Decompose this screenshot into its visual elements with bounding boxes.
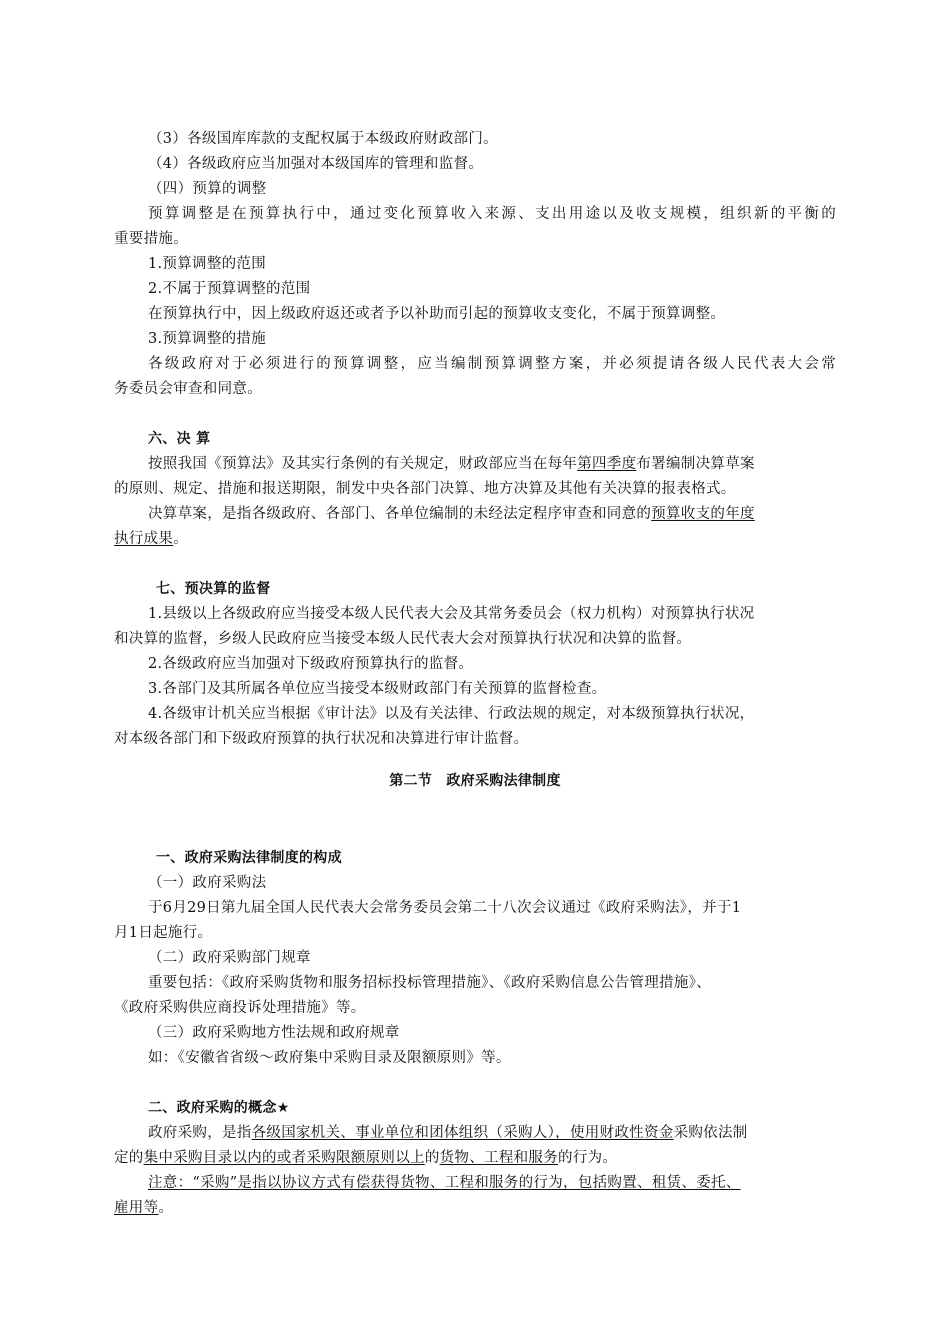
text-line: （4）各级政府应当加强对本级国库的管理和监督。 [148, 156, 484, 172]
text-line: 如：《安徽省省级～政府集中采购目录及限额原则》等。 [148, 1050, 511, 1066]
underlined-text: 各级国家机关、事业单位和团体组织（采购人），使用财政性资金 [251, 1125, 674, 1141]
text-span: 的行为。 [558, 1150, 618, 1166]
text-line [114, 1198, 173, 1218]
text-line: 务委员会审查和同意。 [114, 381, 262, 397]
text-line: 于6月29日第九届全国人民代表大会常务委员会第二十八次会议通过《政府采购法》，并于1 [148, 900, 742, 916]
text-span: 。 [173, 531, 189, 547]
text-line: 重要措施。 [114, 231, 188, 247]
text-line: 月1日起施行。 [114, 925, 213, 941]
text-line: 3.各部门及其所属各单位应当接受本级财政部门有关预算的监督检查。 [148, 681, 607, 697]
underlined-text: 雇用等 [114, 1200, 159, 1216]
text-line: 2.不属于预算调整的范围 [148, 281, 311, 297]
underlined-text: 预算收支的年度 [651, 506, 755, 522]
text-span: 。 [158, 1200, 174, 1216]
text-line [148, 454, 755, 474]
text-line: 4.各级审计机关应当根据《审计法》以及有关法律、行政法规的规定，对本级预算执行状况， [148, 706, 755, 722]
text-span: 决算草案，是指各级政府、各部门、各单位编制的未经法定程序审查和同意的 [148, 506, 652, 522]
text-line: 对本级各部门和下级政府预算的执行状况和决算进行审计监督。 [114, 731, 529, 747]
underlined-text: 执行成果 [114, 531, 174, 547]
text-line [114, 1148, 617, 1168]
text-span: 定的 [114, 1150, 144, 1166]
text-line: 3.预算调整的措施 [148, 331, 267, 347]
underlined-text: 注意：“采购”是指以协议方式有偿获得货物、工程和服务的行为，包括购置、租赁、委托、 [148, 1175, 741, 1191]
underlined-text: 第四季度 [577, 456, 637, 472]
underlined-text: 集中采购目录以内的或者采购限额原则以上 [143, 1150, 425, 1166]
text-line: 《政府采购供应商投诉处理措施》等。 [114, 1000, 366, 1016]
text-line: 重要包括：《政府采购货物和服务招标投标管理措施》、《政府采购信息公告管理措施》、 [148, 975, 711, 991]
text-line: 1.县级以上各级政府应当接受本级人民代表大会及其常务委员会（权力机构）对预算执行状况 [148, 606, 755, 622]
text-line [148, 1173, 741, 1193]
text-line: 各级政府对于必须进行的预算调整，应当编制预算调整方案，并必须提请各级人民代表大会常 [148, 356, 836, 372]
text-line: 1.预算调整的范围 [148, 256, 267, 272]
text-line: （3）各级国库库款的支配权属于本级政府财政部门。 [148, 131, 498, 147]
heading-concept: 二、政府采购的概念★ [148, 1100, 290, 1116]
text-span: 的 [424, 1150, 440, 1166]
underlined-text: 货物、工程和服务 [439, 1150, 559, 1166]
heading-final-accounts: 六、决 算 [148, 431, 211, 447]
text-line [148, 504, 755, 524]
text-span: 采购依法制 [673, 1125, 748, 1141]
text-line: 预算调整是在预算执行中，通过变化预算收入来源、支出用途以及收支规模，组织新的平衡的 [148, 206, 836, 222]
heading-composition: 一、政府采购法律制度的构成 [156, 850, 342, 866]
text-line: 在预算执行中，因上级政府返还或者予以补助而引起的预算收支变化，不属于预算调整。 [148, 306, 726, 322]
text-span: 布署编制决算草案 [636, 456, 755, 472]
text-line [148, 1123, 748, 1143]
heading-supervision: 七、预决算的监督 [156, 581, 271, 597]
section-title: 第二节 政府采购法律制度 [389, 773, 561, 789]
text-line: 和决算的监督，乡级人民政府应当接受本级人民代表大会对预算执行状况和决算的监督。 [114, 631, 692, 647]
text-line [114, 529, 188, 549]
subheading: （二）政府采购部门规章 [148, 950, 311, 966]
text-span: 按照我国《预算法》及其实行条例的有关规定，财政部应当在每年 [148, 456, 578, 472]
subheading: （一）政府采购法 [148, 875, 267, 891]
subheading: （四）预算的调整 [148, 181, 267, 197]
subheading: （三）政府采购地方性法规和政府规章 [148, 1025, 400, 1041]
text-line: 的原则、规定、措施和报送期限，制发中央各部门决算、地方决算及其他有关决算的报表格式。 [114, 481, 736, 497]
text-span: 政府采购，是指 [148, 1125, 252, 1141]
text-line: 2.各级政府应当加强对下级政府预算执行的监督。 [148, 656, 474, 672]
